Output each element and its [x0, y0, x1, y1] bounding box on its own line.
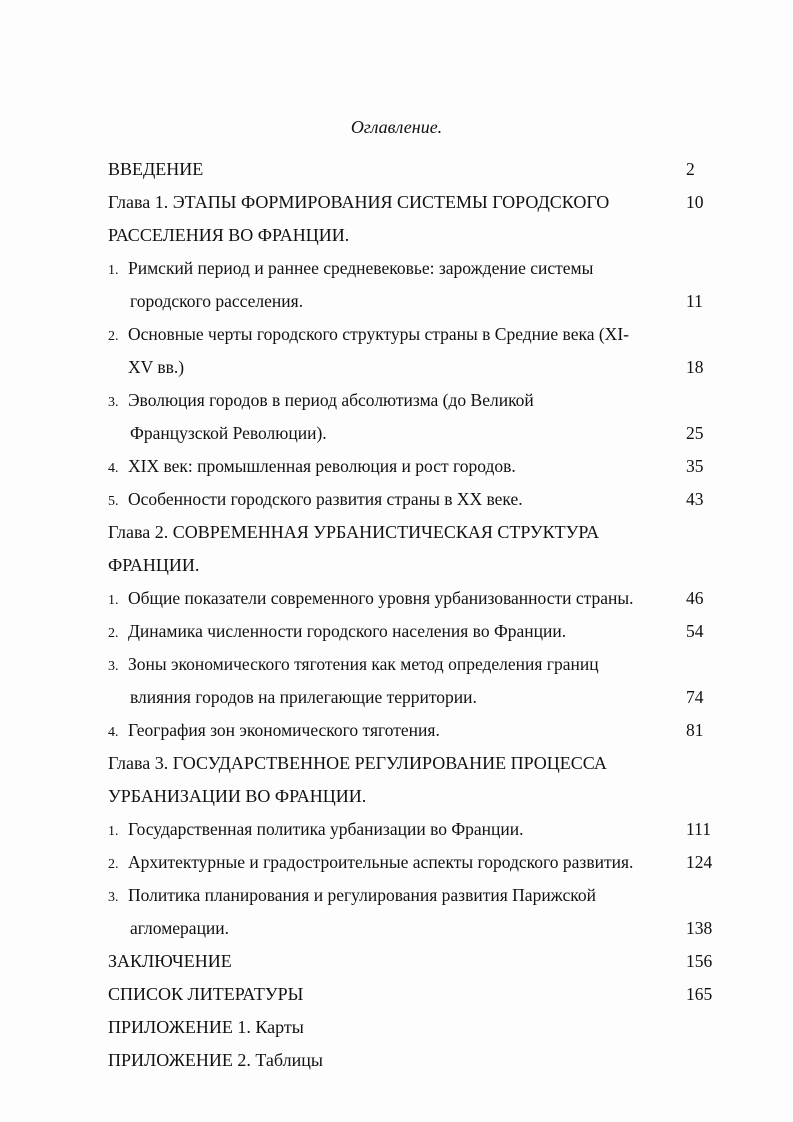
- toc-section-number: 3.: [108, 659, 119, 674]
- toc-entry-text: ПРИЛОЖЕНИЕ 1. Карты: [108, 1017, 304, 1037]
- toc-entry-text: РАССЕЛЕНИЯ ВО ФРАНЦИИ.: [108, 225, 350, 245]
- toc-entry-text: Общие показатели современного уровня урбанизованности страны.: [128, 588, 634, 608]
- toc-section-3-3-cont: [108, 912, 720, 945]
- toc-page-number: 138: [686, 918, 713, 938]
- toc-appendix-2: [108, 1044, 720, 1077]
- toc-entry-text: XV вв.): [128, 357, 185, 377]
- toc-entry-text: Динамика численности городского населения во Франции.: [128, 621, 567, 641]
- toc-chapter-2: [108, 516, 720, 549]
- toc-entry-text: Глава 3. ГОСУДАРСТВЕННОЕ РЕГУЛИРОВАНИЕ ПРОЦЕССА: [108, 753, 607, 773]
- toc-section-1-3-cont: [108, 417, 720, 450]
- toc-section-1-2-cont: [108, 351, 720, 384]
- toc-page-number: 111: [686, 819, 711, 839]
- toc-page-number: 11: [686, 291, 703, 311]
- toc-page-number: 46: [686, 588, 704, 608]
- toc-entry-text: Эволюция городов в период абсолютизма (до Великой: [128, 390, 534, 410]
- toc-bibliography: [108, 978, 720, 1011]
- toc-entry-text: СПИСОК ЛИТЕРАТУРЫ: [108, 984, 304, 1004]
- toc-section-number: 2.: [108, 329, 119, 344]
- toc-entry-text: География зон экономического тяготения.: [128, 720, 440, 740]
- toc-page-number: 10: [686, 192, 704, 212]
- toc-section-2-1: [108, 582, 720, 615]
- toc-section-1-1: [108, 252, 720, 285]
- toc-section-2-4: [108, 714, 720, 747]
- toc-entry-text: Французской Революции).: [130, 423, 327, 443]
- toc-entry-text: агломерации.: [130, 918, 230, 938]
- table-of-contents: [108, 153, 720, 1077]
- toc-entry-introduction: [108, 153, 720, 186]
- toc-page-number: 54: [686, 621, 704, 641]
- toc-appendix-1: [108, 1011, 720, 1044]
- toc-section-3-1: [108, 813, 720, 846]
- toc-entry-text: Государственная политика урбанизации во Франции.: [128, 819, 524, 839]
- toc-entry-text: Основные черты городского структуры страны в Средние века (XI-: [128, 324, 629, 344]
- toc-page-number: 156: [686, 951, 713, 971]
- toc-page-number: 43: [686, 489, 704, 509]
- toc-section-number: 3.: [108, 395, 119, 410]
- toc-entry-text: влияния городов на прилегающие территории.: [130, 687, 477, 707]
- toc-section-number: 5.: [108, 494, 119, 509]
- toc-entry-text: XIX век: промышленная революция и рост городов.: [128, 456, 516, 476]
- toc-entry-text: Глава 2. СОВРЕМЕННАЯ УРБАНИСТИЧЕСКАЯ СТРУКТУРА: [108, 522, 600, 542]
- toc-entry-text: Архитектурные и градостроительные аспекты городского развития.: [128, 852, 634, 872]
- toc-chapter-1: [108, 186, 720, 219]
- toc-page-number: 81: [686, 720, 704, 740]
- toc-section-2-3-cont: [108, 681, 720, 714]
- toc-entry-text: ПРИЛОЖЕНИЕ 2. Таблицы: [108, 1050, 323, 1070]
- toc-section-number: 2.: [108, 857, 119, 872]
- toc-section-number: 2.: [108, 626, 119, 641]
- toc-conclusion: [108, 945, 720, 978]
- toc-page-number: 35: [686, 456, 704, 476]
- toc-section-1-4: [108, 450, 720, 483]
- toc-section-1-3: [108, 384, 720, 417]
- toc-page-number: 25: [686, 423, 704, 443]
- toc-chapter-1-cont: [108, 219, 720, 252]
- toc-entry-text: Особенности городского развития страны в XX веке.: [128, 489, 523, 509]
- toc-title: Оглавление.: [350, 117, 443, 137]
- toc-page-number: 18: [686, 357, 704, 377]
- toc-section-1-1-cont: [108, 285, 720, 318]
- toc-section-number: 1.: [108, 593, 119, 608]
- toc-section-2-3: [108, 648, 720, 681]
- toc-section-number: 4.: [108, 461, 119, 476]
- toc-section-3-2: [108, 846, 720, 879]
- toc-entry-text: УРБАНИЗАЦИИ ВО ФРАНЦИИ.: [108, 786, 367, 806]
- toc-chapter-3: [108, 747, 720, 780]
- toc-section-1-5: [108, 483, 720, 516]
- toc-entry-text: городского расселения.: [130, 291, 304, 311]
- toc-entry-text: Римский период и раннее средневековье: зарождение системы: [128, 258, 594, 278]
- toc-chapter-2-cont: [108, 549, 720, 582]
- toc-section-number: 1.: [108, 824, 119, 839]
- toc-entry-text: ФРАНЦИИ.: [108, 555, 200, 575]
- toc-section-number: 4.: [108, 725, 119, 740]
- toc-page-number: 2: [686, 159, 695, 179]
- toc-entry-text: Политика планирования и регулирования развития Парижской: [128, 885, 596, 905]
- toc-entry-text: Зоны экономического тяготения как метод определения границ: [128, 654, 599, 674]
- toc-section-3-3: [108, 879, 720, 912]
- toc-section-1-2: [108, 318, 720, 351]
- toc-entry-text: Глава 1. ЭТАПЫ ФОРМИРОВАНИЯ СИСТЕМЫ ГОРОДСКОГО: [108, 192, 610, 212]
- toc-section-number: 1.: [108, 263, 119, 278]
- toc-page-number: 124: [686, 852, 713, 872]
- toc-section-2-2: [108, 615, 720, 648]
- toc-page-number: 165: [686, 984, 713, 1004]
- toc-entry-text: ВВЕДЕНИЕ: [108, 159, 204, 179]
- toc-chapter-3-cont: [108, 780, 720, 813]
- toc-page-number: 74: [686, 687, 704, 707]
- toc-section-number: 3.: [108, 890, 119, 905]
- toc-entry-text: ЗАКЛЮЧЕНИЕ: [108, 951, 232, 971]
